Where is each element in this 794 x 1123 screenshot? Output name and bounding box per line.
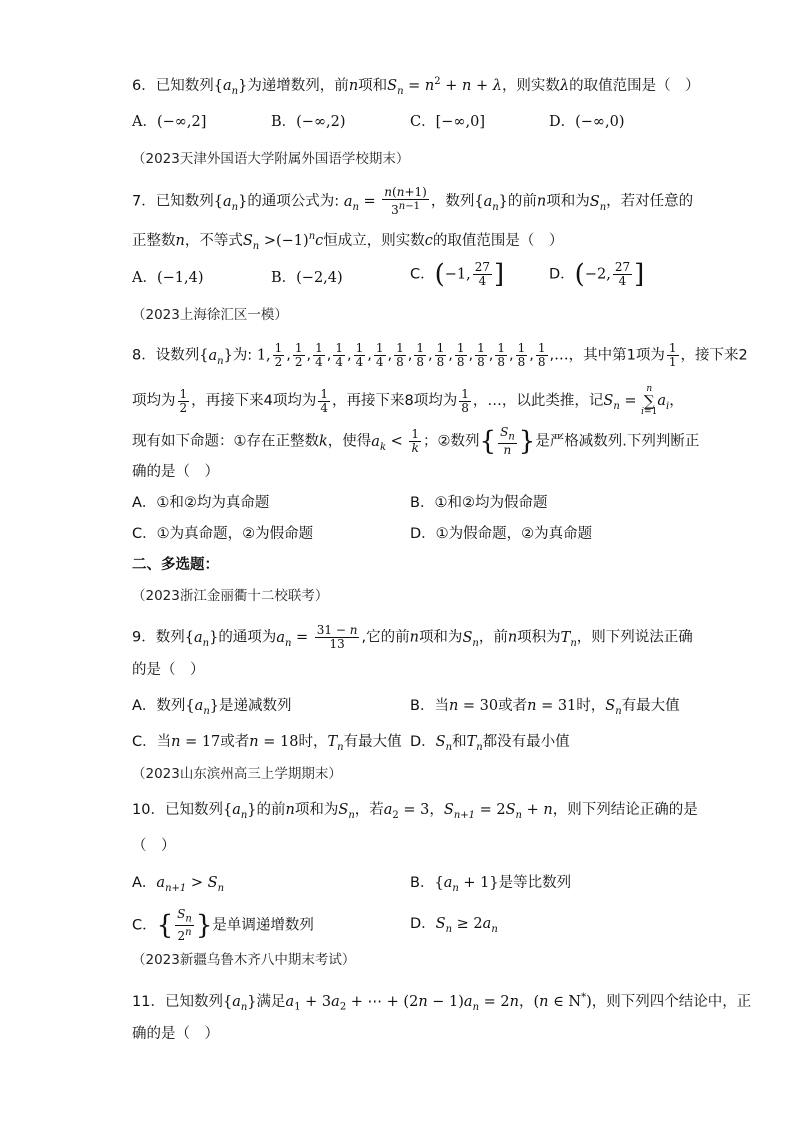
question-10-line2: （ ）: [132, 838, 176, 854]
question-7-stem: 7．已知数列$\{a_n\}$的通项公式为: $a_n$ = $\frac{n(n+1)}{3^{n-1}}$ ，数列$\{a_n\}$的前n项和为$S_n$，若对任意的: [132, 185, 694, 217]
q9-option-a: A．数列$\{a_n\}$是递减数列: [132, 698, 292, 717]
source-note-q11: （2023新疆乌鲁木齐八中期末考试）: [132, 952, 356, 968]
question-10-stem: 10．已知数列$\{a_n\}$的前n项和为$S_n$，若$a_2 = 3$，$S_{n+1} = 2S_n + n$，则下列结论正确的是: [132, 802, 698, 821]
source-note-q10: （2023山东滨州高三上学期期末）: [132, 766, 342, 782]
q8-option-b: B．①和②均为假命题: [410, 495, 548, 511]
q8-option-c: C．①为真命题，②为假命题: [132, 526, 314, 542]
q10-option-c: C．{ $\frac{S_n}{2^n}$ }是单调递增数列: [132, 907, 314, 944]
q10-option-b: B．$\{a_n + 1\}$是等比数列: [410, 875, 572, 894]
question-6-stem: 6．已知数列$\{a_n\}$为递增数列，前n项和$S_n = n^2 + n + \lambda$，则实数λ的取值范围是（ ）: [132, 76, 700, 97]
q9-option-b: B．当n = 30或者n = 31时，$S_n$有最大值: [410, 698, 680, 717]
question-7-line2: 正整数n，不等式$S_n >(-1)^nc$恒成立，则实数c的取值范围是（ ）: [132, 231, 564, 252]
q6-option-b: B．(−∞,2): [271, 114, 346, 130]
q10-option-a: A．$a_{n+1} > S_n$: [132, 875, 225, 894]
q7-option-d: D．(−2, $\frac{27}{4}$ ]: [549, 259, 645, 290]
question-8-line2: 项均为 $\frac{1}{2}$ ，再接下来4项均为 $\frac{1}{4}$ ，再接下来8项均为 $\frac{1}{8}$ ，…，以此类推，记$S_n = n$ ∑ $i=1a_i$，: [132, 384, 684, 417]
question-11-line2: 确的是（ ）: [132, 1026, 219, 1042]
q9-option-c: C．当n = 17或者n = 18时，$T_n$有最大值: [132, 734, 402, 753]
question-8-line4: 确的是（ ）: [132, 464, 219, 480]
question-8-line3: 现有如下命题：①存在正整数k，使得$a_k$ < $\frac{1}{k}$ ；②数列{ $\frac{S_n}{n}$ }是严格减数列.下列判断正: [132, 425, 700, 458]
q7-option-c: C．(−1, $\frac{27}{4}$ ]: [410, 259, 505, 290]
q7-option-b: B．(−2,4): [271, 270, 343, 286]
question-8-stem: 8．设数列$\{a_n\}$为: 1, $\frac{1}{2}$ , $\frac{1}{2}$ , $\frac{1}{4}$ , $\frac{1}{4}$ , $\frac{1}{4}$ , $\frac{1}{4}$ , $\frac{1}{8}$ , $\frac{1}{8}$ , $\frac{1}{8}$ , $\frac{1}{8}$ , $\frac{1}{8}$ , $\frac{1}{8}$ , $\frac{1}{8}$ , $\frac{1}{8}$ ,…，其中第1项为 $\frac{1}{1}$ ，接下来2: [132, 341, 748, 369]
q10-option-d: D．$S_n \ge 2a_n$: [410, 916, 498, 935]
q6-option-a: A．(−∞,2]: [132, 114, 207, 130]
question-11-stem: 11．已知数列$\{a_n\}$满足$a_1 + 3a_2$ + ⋯ + $(2n - 1)a_n = 2n$，(n ∈ N*)，则下列四个结论中，正: [132, 992, 752, 1013]
section-heading-multiple-choice: 二、多选题：: [132, 557, 219, 573]
source-note-q9: （2023浙江金丽衢十二校联考）: [132, 588, 329, 604]
source-note-q8: （2023上海徐汇区一模）: [132, 307, 288, 323]
q6-option-d: D．(−∞,0): [549, 114, 625, 130]
q6-option-c: C．[−∞,0]: [410, 114, 485, 130]
q8-option-a: A．①和②均为真命题: [132, 495, 270, 511]
q7-option-a: A．(−1,4): [132, 270, 204, 286]
question-9-stem: 9．数列$\{a_n\}$的通项为$a_n$ = $\frac{31 - n}{13}$ ,它的前n项和为$S_n$，前n项积为$T_n$，则下列说法正确: [132, 623, 693, 651]
source-note-q7: （2023天津外国语大学附属外国语学校期末）: [132, 151, 410, 167]
q8-option-d: D．①为假命题，②为真命题: [410, 526, 593, 542]
question-9-line2: 的是（ ）: [132, 662, 205, 678]
q9-option-d: D．$S_n$和$T_n$都没有最小值: [410, 734, 570, 753]
